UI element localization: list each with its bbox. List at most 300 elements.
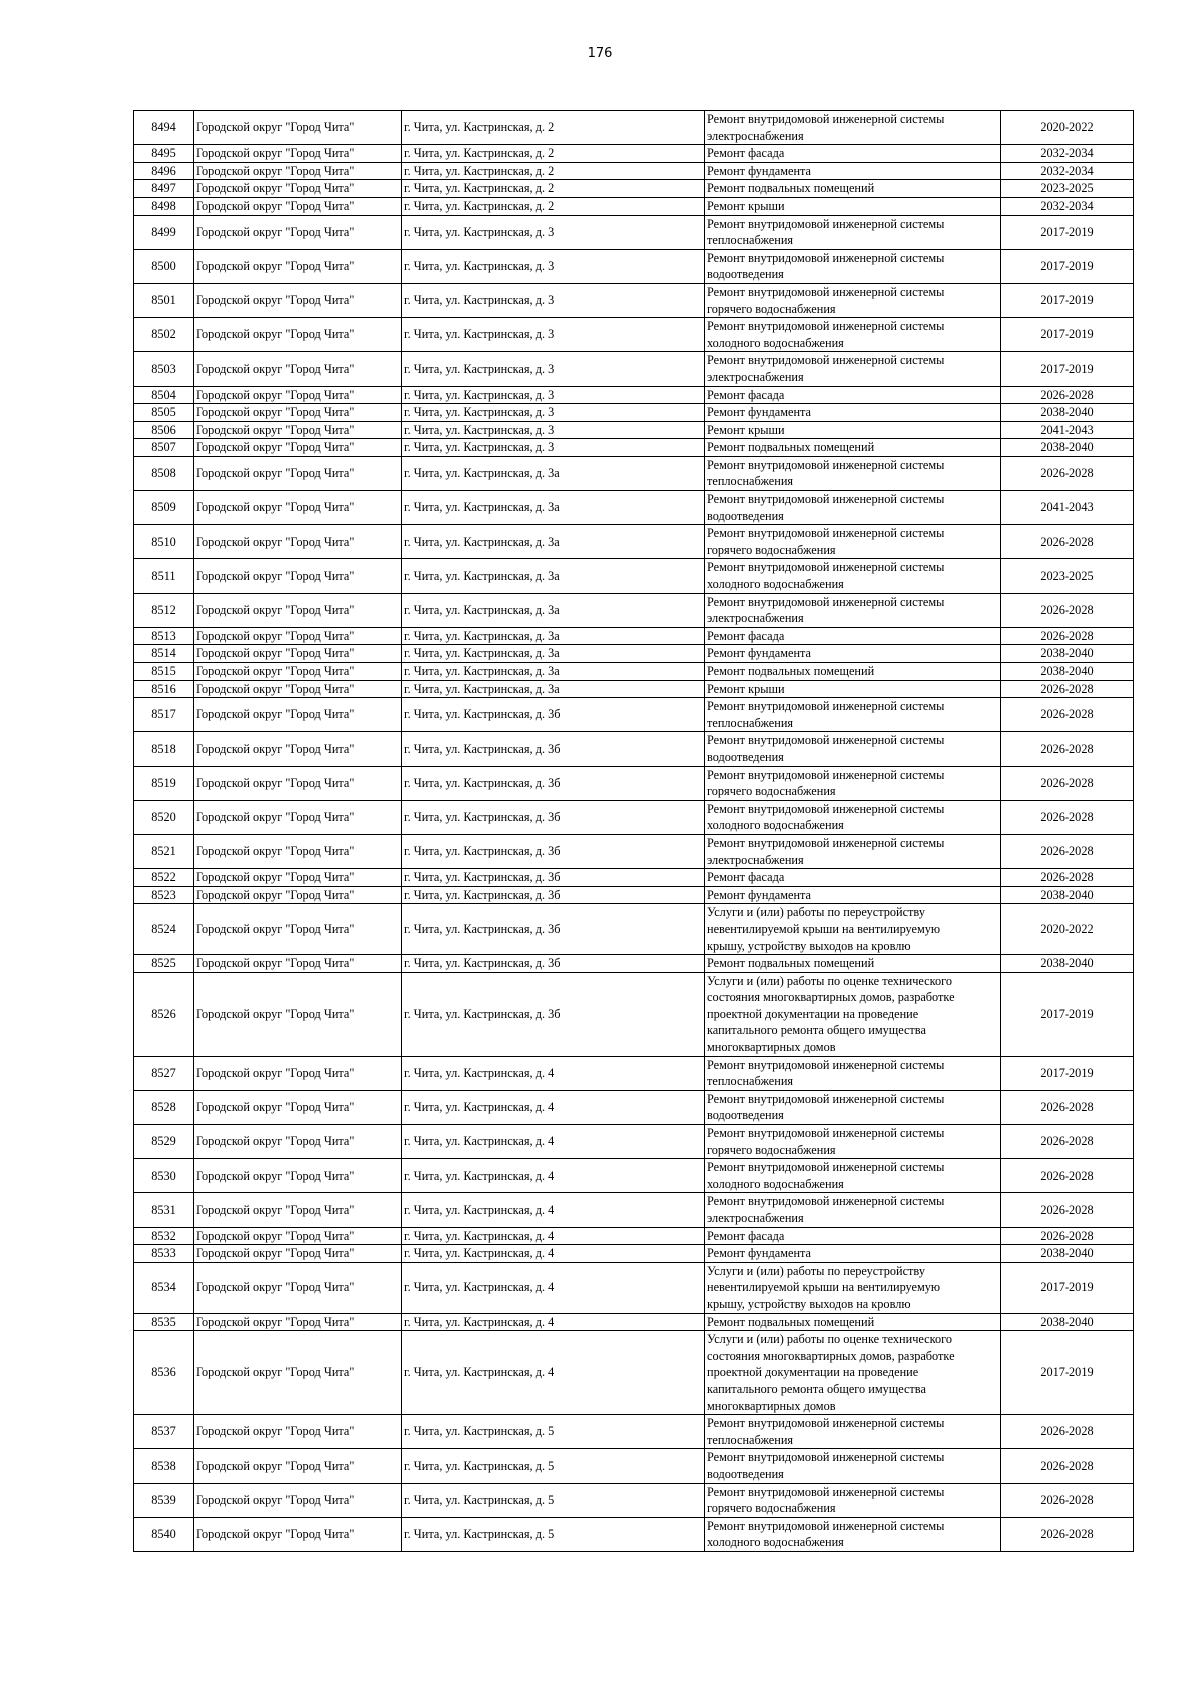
address-cell: г. Чита, ул. Кастринская, д. 3 xyxy=(402,318,705,352)
municipality-cell: Городской округ "Город Чита" xyxy=(194,886,402,904)
period-cell: 2023-2025 xyxy=(1001,180,1134,198)
work-type-cell xyxy=(705,593,1001,627)
municipality-cell: Городской округ "Город Чита" xyxy=(194,162,402,180)
row-number-cell: 8512 xyxy=(134,593,194,627)
row-number-cell: 8527 xyxy=(134,1056,194,1090)
work-type-cell xyxy=(705,197,1001,215)
table-row xyxy=(134,318,1134,352)
work-type-cell xyxy=(705,645,1001,663)
municipality-cell: Городской округ "Город Чита" xyxy=(194,732,402,766)
work-type-cell xyxy=(705,352,1001,386)
row-number-cell: 8537 xyxy=(134,1415,194,1449)
table-row xyxy=(134,732,1134,766)
work-type-cell xyxy=(705,180,1001,198)
work-type-line: состояния многоквартирных домов, разработке xyxy=(707,990,955,1005)
row-number-cell: 8505 xyxy=(134,404,194,422)
period-cell: 2017-2019 xyxy=(1001,318,1134,352)
work-type-cell xyxy=(705,559,1001,593)
address-cell: г. Чита, ул. Кастринская, д. 4 xyxy=(402,1090,705,1124)
address-cell: г. Чита, ул. Кастринская, д. 3б xyxy=(402,800,705,834)
work-type-line: Ремонт крыши xyxy=(707,422,785,437)
address-cell: г. Чита, ул. Кастринская, д. 5 xyxy=(402,1483,705,1517)
table-row xyxy=(134,249,1134,283)
period-cell: 2017-2019 xyxy=(1001,283,1134,317)
work-type-line: Ремонт внутридомовой инженерной системы xyxy=(707,250,945,265)
work-type-line: теплоснабжения xyxy=(707,1074,794,1089)
row-number-cell: 8504 xyxy=(134,386,194,404)
table-row xyxy=(134,1313,1134,1331)
period-cell: 2026-2028 xyxy=(1001,456,1134,490)
address-cell: г. Чита, ул. Кастринская, д. 3б xyxy=(402,698,705,732)
municipality-cell: Городской округ "Город Чита" xyxy=(194,698,402,732)
address-cell: г. Чита, ул. Кастринская, д. 3а xyxy=(402,593,705,627)
work-type-cell xyxy=(705,1331,1001,1415)
address-cell: г. Чита, ул. Кастринская, д. 4 xyxy=(402,1056,705,1090)
repair-schedule-table xyxy=(133,110,1134,1552)
work-type-line: Ремонт фасада xyxy=(707,387,785,402)
table-body xyxy=(134,111,1134,1552)
address-cell: г. Чита, ул. Кастринская, д. 3а xyxy=(402,559,705,593)
work-type-line: крышу, устройству выходов на кровлю xyxy=(707,938,911,953)
work-type-cell xyxy=(705,1313,1001,1331)
row-number-cell: 8498 xyxy=(134,197,194,215)
work-type-line: теплоснабжения xyxy=(707,715,794,730)
table-row xyxy=(134,800,1134,834)
work-type-cell xyxy=(705,800,1001,834)
work-type-cell xyxy=(705,1227,1001,1245)
address-cell: г. Чита, ул. Кастринская, д. 3 xyxy=(402,215,705,249)
work-type-cell xyxy=(705,1193,1001,1227)
row-number-cell: 8518 xyxy=(134,732,194,766)
row-number-cell: 8524 xyxy=(134,904,194,955)
municipality-cell: Городской округ "Город Чита" xyxy=(194,215,402,249)
work-type-cell xyxy=(705,1415,1001,1449)
address-cell: г. Чита, ул. Кастринская, д. 3б xyxy=(402,834,705,868)
work-type-line: проектной документации на проведение xyxy=(707,1006,919,1021)
work-type-cell xyxy=(705,1245,1001,1263)
work-type-line: Ремонт внутридомовой инженерной системы xyxy=(707,1416,945,1431)
work-type-cell xyxy=(705,318,1001,352)
work-type-cell xyxy=(705,1125,1001,1159)
period-cell: 2026-2028 xyxy=(1001,869,1134,887)
work-type-line: Ремонт внутридомовой инженерной системы xyxy=(707,457,945,472)
work-type-line: Ремонт внутридомовой инженерной системы xyxy=(707,1126,945,1141)
period-cell: 2038-2040 xyxy=(1001,955,1134,973)
work-type-line: Ремонт внутридомовой инженерной системы xyxy=(707,1194,945,1209)
work-type-cell xyxy=(705,162,1001,180)
row-number-cell: 8522 xyxy=(134,869,194,887)
table-row xyxy=(134,593,1134,627)
work-type-line: Ремонт фасада xyxy=(707,870,785,885)
work-type-line: Ремонт внутридомовой инженерной системы xyxy=(707,699,945,714)
municipality-cell: Городской округ "Город Чита" xyxy=(194,180,402,198)
period-cell: 2026-2028 xyxy=(1001,1483,1134,1517)
row-number-cell: 8497 xyxy=(134,180,194,198)
work-type-line: Ремонт внутридомовой инженерной системы xyxy=(707,319,945,334)
work-type-line: Ремонт подвальных помещений xyxy=(707,1314,875,1329)
municipality-cell: Городской округ "Город Чита" xyxy=(194,1245,402,1263)
work-type-line: Ремонт крыши xyxy=(707,681,785,696)
address-cell: г. Чита, ул. Кастринская, д. 3 xyxy=(402,283,705,317)
table-row xyxy=(134,404,1134,422)
row-number-cell: 8529 xyxy=(134,1125,194,1159)
work-type-line: невентилируемой крыши на вентилируемую xyxy=(707,1280,941,1295)
work-type-cell xyxy=(705,732,1001,766)
address-cell: г. Чита, ул. Кастринская, д. 3б xyxy=(402,886,705,904)
table-row xyxy=(134,1090,1134,1124)
work-type-cell xyxy=(705,972,1001,1056)
table-row xyxy=(134,663,1134,681)
work-type-cell xyxy=(705,869,1001,887)
work-type-cell xyxy=(705,1056,1001,1090)
work-type-line: проектной документации на проведение xyxy=(707,1365,919,1380)
period-cell: 2026-2028 xyxy=(1001,386,1134,404)
work-type-line: Услуги и (или) работы по переустройству xyxy=(707,1263,925,1278)
work-type-line: Ремонт фундамента xyxy=(707,163,812,178)
municipality-cell: Городской округ "Город Чита" xyxy=(194,421,402,439)
work-type-cell xyxy=(705,249,1001,283)
period-cell: 2026-2028 xyxy=(1001,1227,1134,1245)
table-row xyxy=(134,645,1134,663)
period-cell: 2017-2019 xyxy=(1001,972,1134,1056)
work-type-line: водоотведения xyxy=(707,1466,784,1481)
work-type-cell xyxy=(705,698,1001,732)
address-cell: г. Чита, ул. Кастринская, д. 5 xyxy=(402,1517,705,1551)
work-type-line: крышу, устройству выходов на кровлю xyxy=(707,1296,911,1311)
work-type-line: невентилируемой крыши на вентилируемую xyxy=(707,921,941,936)
row-number-cell: 8499 xyxy=(134,215,194,249)
row-number-cell: 8519 xyxy=(134,766,194,800)
period-cell: 2026-2028 xyxy=(1001,1517,1134,1551)
row-number-cell: 8514 xyxy=(134,645,194,663)
work-type-line: Ремонт фундамента xyxy=(707,887,812,902)
row-number-cell: 8538 xyxy=(134,1449,194,1483)
row-number-cell: 8521 xyxy=(134,834,194,868)
period-cell: 2026-2028 xyxy=(1001,1449,1134,1483)
period-cell: 2026-2028 xyxy=(1001,1159,1134,1193)
work-type-cell xyxy=(705,421,1001,439)
work-type-line: водоотведения xyxy=(707,1108,784,1123)
period-cell: 2026-2028 xyxy=(1001,627,1134,645)
period-cell: 2038-2040 xyxy=(1001,1313,1134,1331)
municipality-cell: Городской округ "Город Чита" xyxy=(194,1193,402,1227)
municipality-cell: Городской округ "Город Чита" xyxy=(194,680,402,698)
row-number-cell: 8508 xyxy=(134,456,194,490)
table-row xyxy=(134,680,1134,698)
address-cell: г. Чита, ул. Кастринская, д. 3б xyxy=(402,766,705,800)
work-type-line: Ремонт подвальных помещений xyxy=(707,956,875,971)
row-number-cell: 8532 xyxy=(134,1227,194,1245)
address-cell: г. Чита, ул. Кастринская, д. 2 xyxy=(402,111,705,145)
municipality-cell: Городской округ "Город Чита" xyxy=(194,197,402,215)
municipality-cell: Городской округ "Город Чита" xyxy=(194,1227,402,1245)
municipality-cell: Городской округ "Город Чита" xyxy=(194,386,402,404)
work-type-line: капитального ремонта общего имущества xyxy=(707,1381,926,1396)
municipality-cell: Городской округ "Город Чита" xyxy=(194,1090,402,1124)
address-cell: г. Чита, ул. Кастринская, д. 4 xyxy=(402,1125,705,1159)
table-row xyxy=(134,1449,1134,1483)
work-type-line: горячего водоснабжения xyxy=(707,784,836,799)
work-type-cell xyxy=(705,283,1001,317)
row-number-cell: 8535 xyxy=(134,1313,194,1331)
period-cell: 2038-2040 xyxy=(1001,886,1134,904)
table-row xyxy=(134,1483,1134,1517)
municipality-cell: Городской округ "Город Чита" xyxy=(194,645,402,663)
work-type-cell xyxy=(705,904,1001,955)
row-number-cell: 8506 xyxy=(134,421,194,439)
work-type-line: теплоснабжения xyxy=(707,474,794,489)
row-number-cell: 8495 xyxy=(134,145,194,163)
work-type-line: Ремонт внутридомовой инженерной системы xyxy=(707,1484,945,1499)
row-number-cell: 8520 xyxy=(134,800,194,834)
table-row xyxy=(134,1331,1134,1415)
table-row xyxy=(134,180,1134,198)
work-type-line: холодного водоснабжения xyxy=(707,1535,844,1550)
address-cell: г. Чита, ул. Кастринская, д. 3а xyxy=(402,456,705,490)
table-row xyxy=(134,627,1134,645)
table-row xyxy=(134,1125,1134,1159)
table-row xyxy=(134,1415,1134,1449)
address-cell: г. Чита, ул. Кастринская, д. 4 xyxy=(402,1227,705,1245)
period-cell: 2026-2028 xyxy=(1001,732,1134,766)
municipality-cell: Городской округ "Город Чита" xyxy=(194,404,402,422)
work-type-line: Ремонт внутридомовой инженерной системы xyxy=(707,801,945,816)
municipality-cell: Городской округ "Город Чита" xyxy=(194,559,402,593)
row-number-cell: 8509 xyxy=(134,491,194,525)
work-type-line: Ремонт фундамента xyxy=(707,405,812,420)
work-type-line: многоквартирных домов xyxy=(707,1040,836,1055)
work-type-line: электроснабжения xyxy=(707,852,804,867)
address-cell: г. Чита, ул. Кастринская, д. 4 xyxy=(402,1313,705,1331)
row-number-cell: 8501 xyxy=(134,283,194,317)
municipality-cell: Городской округ "Город Чита" xyxy=(194,593,402,627)
work-type-line: Ремонт внутридомовой инженерной системы xyxy=(707,767,945,782)
municipality-cell: Городской округ "Город Чита" xyxy=(194,1125,402,1159)
address-cell: г. Чита, ул. Кастринская, д. 2 xyxy=(402,162,705,180)
row-number-cell: 8515 xyxy=(134,663,194,681)
address-cell: г. Чита, ул. Кастринская, д. 4 xyxy=(402,1262,705,1313)
row-number-cell: 8516 xyxy=(134,680,194,698)
row-number-cell: 8528 xyxy=(134,1090,194,1124)
row-number-cell: 8510 xyxy=(134,525,194,559)
municipality-cell: Городской округ "Город Чита" xyxy=(194,111,402,145)
work-type-line: электроснабжения xyxy=(707,369,804,384)
municipality-cell: Городской округ "Город Чита" xyxy=(194,1056,402,1090)
row-number-cell: 8536 xyxy=(134,1331,194,1415)
work-type-line: Услуги и (или) работы по оценке технического xyxy=(707,1332,952,1347)
row-number-cell: 8496 xyxy=(134,162,194,180)
address-cell: г. Чита, ул. Кастринская, д. 3б xyxy=(402,732,705,766)
period-cell: 2026-2028 xyxy=(1001,593,1134,627)
work-type-cell xyxy=(705,680,1001,698)
row-number-cell: 8502 xyxy=(134,318,194,352)
work-type-line: холодного водоснабжения xyxy=(707,1176,844,1191)
work-type-cell xyxy=(705,1262,1001,1313)
work-type-line: Ремонт внутридомовой инженерной системы xyxy=(707,1091,945,1106)
work-type-line: многоквартирных домов xyxy=(707,1398,836,1413)
table-row xyxy=(134,491,1134,525)
work-type-line: Ремонт внутридомовой инженерной системы xyxy=(707,733,945,748)
address-cell: г. Чита, ул. Кастринская, д. 3б xyxy=(402,869,705,887)
municipality-cell: Городской округ "Город Чита" xyxy=(194,283,402,317)
work-type-line: Ремонт внутридомовой инженерной системы xyxy=(707,492,945,507)
address-cell: г. Чита, ул. Кастринская, д. 3б xyxy=(402,972,705,1056)
work-type-cell xyxy=(705,1090,1001,1124)
municipality-cell: Городской округ "Город Чита" xyxy=(194,1483,402,1517)
work-type-line: Ремонт внутридомовой инженерной системы xyxy=(707,284,945,299)
table-row xyxy=(134,1193,1134,1227)
address-cell: г. Чита, ул. Кастринская, д. 3 xyxy=(402,249,705,283)
work-type-line: состояния многоквартирных домов, разработке xyxy=(707,1348,955,1363)
row-number-cell: 8525 xyxy=(134,955,194,973)
table-row xyxy=(134,421,1134,439)
address-cell: г. Чита, ул. Кастринская, д. 4 xyxy=(402,1245,705,1263)
period-cell: 2017-2019 xyxy=(1001,215,1134,249)
period-cell: 2017-2019 xyxy=(1001,249,1134,283)
work-type-line: капитального ремонта общего имущества xyxy=(707,1023,926,1038)
municipality-cell: Городской округ "Город Чита" xyxy=(194,766,402,800)
row-number-cell: 8540 xyxy=(134,1517,194,1551)
municipality-cell: Городской округ "Город Чита" xyxy=(194,1313,402,1331)
work-type-line: водоотведения xyxy=(707,267,784,282)
address-cell: г. Чита, ул. Кастринская, д. 3а xyxy=(402,491,705,525)
work-type-line: Ремонт внутридомовой инженерной системы xyxy=(707,216,945,231)
period-cell: 2026-2028 xyxy=(1001,1090,1134,1124)
work-type-line: Ремонт внутридомовой инженерной системы xyxy=(707,353,945,368)
municipality-cell: Городской округ "Город Чита" xyxy=(194,525,402,559)
table-row xyxy=(134,456,1134,490)
municipality-cell: Городской округ "Город Чита" xyxy=(194,1449,402,1483)
work-type-line: горячего водоснабжения xyxy=(707,1142,836,1157)
municipality-cell: Городской округ "Город Чита" xyxy=(194,439,402,457)
address-cell: г. Чита, ул. Кастринская, д. 3а xyxy=(402,663,705,681)
municipality-cell: Городской округ "Город Чита" xyxy=(194,145,402,163)
table-row xyxy=(134,197,1134,215)
table-row xyxy=(134,869,1134,887)
work-type-line: Ремонт внутридомовой инженерной системы xyxy=(707,594,945,609)
period-cell: 2017-2019 xyxy=(1001,1331,1134,1415)
work-type-cell xyxy=(705,834,1001,868)
work-type-line: Ремонт внутридомовой инженерной системы xyxy=(707,1057,945,1072)
table-row xyxy=(134,559,1134,593)
row-number-cell: 8533 xyxy=(134,1245,194,1263)
table-row xyxy=(134,904,1134,955)
table-row xyxy=(134,886,1134,904)
table-row xyxy=(134,283,1134,317)
row-number-cell: 8530 xyxy=(134,1159,194,1193)
address-cell: г. Чита, ул. Кастринская, д. 3а xyxy=(402,645,705,663)
address-cell: г. Чита, ул. Кастринская, д. 3а xyxy=(402,525,705,559)
work-type-cell xyxy=(705,386,1001,404)
municipality-cell: Городской округ "Город Чита" xyxy=(194,352,402,386)
table-row xyxy=(134,215,1134,249)
table-row xyxy=(134,111,1134,145)
address-cell: г. Чита, ул. Кастринская, д. 5 xyxy=(402,1449,705,1483)
address-cell: г. Чита, ул. Кастринская, д. 2 xyxy=(402,197,705,215)
address-cell: г. Чита, ул. Кастринская, д. 4 xyxy=(402,1331,705,1415)
period-cell: 2038-2040 xyxy=(1001,1245,1134,1263)
table-row xyxy=(134,525,1134,559)
table-row xyxy=(134,1056,1134,1090)
address-cell: г. Чита, ул. Кастринская, д. 3а xyxy=(402,680,705,698)
work-type-cell xyxy=(705,1483,1001,1517)
period-cell: 2026-2028 xyxy=(1001,698,1134,732)
address-cell: г. Чита, ул. Кастринская, д. 5 xyxy=(402,1415,705,1449)
period-cell: 2020-2022 xyxy=(1001,904,1134,955)
row-number-cell: 8531 xyxy=(134,1193,194,1227)
work-type-cell xyxy=(705,663,1001,681)
municipality-cell: Городской округ "Город Чита" xyxy=(194,491,402,525)
table-row xyxy=(134,1227,1134,1245)
row-number-cell: 8500 xyxy=(134,249,194,283)
period-cell: 2041-2043 xyxy=(1001,421,1134,439)
work-type-line: горячего водоснабжения xyxy=(707,1501,836,1516)
work-type-line: Ремонт внутридомовой инженерной системы xyxy=(707,526,945,541)
period-cell: 2041-2043 xyxy=(1001,491,1134,525)
work-type-line: электроснабжения xyxy=(707,128,804,143)
municipality-cell: Городской округ "Город Чита" xyxy=(194,318,402,352)
address-cell: г. Чита, ул. Кастринская, д. 3б xyxy=(402,904,705,955)
work-type-cell xyxy=(705,886,1001,904)
period-cell: 2038-2040 xyxy=(1001,645,1134,663)
municipality-cell: Городской округ "Город Чита" xyxy=(194,663,402,681)
period-cell: 2020-2022 xyxy=(1001,111,1134,145)
period-cell: 2017-2019 xyxy=(1001,1056,1134,1090)
row-number-cell: 8539 xyxy=(134,1483,194,1517)
row-number-cell: 8534 xyxy=(134,1262,194,1313)
work-type-cell xyxy=(705,215,1001,249)
work-type-line: теплоснабжения xyxy=(707,1432,794,1447)
municipality-cell: Городской округ "Город Чита" xyxy=(194,834,402,868)
municipality-cell: Городской округ "Город Чита" xyxy=(194,869,402,887)
row-number-cell: 8513 xyxy=(134,627,194,645)
work-type-line: Ремонт фасада xyxy=(707,146,785,161)
work-type-cell xyxy=(705,766,1001,800)
work-type-cell xyxy=(705,1159,1001,1193)
page-number: 176 xyxy=(587,46,613,61)
work-type-line: Ремонт крыши xyxy=(707,198,785,213)
address-cell: г. Чита, ул. Кастринская, д. 3 xyxy=(402,421,705,439)
table-row xyxy=(134,834,1134,868)
row-number-cell: 8503 xyxy=(134,352,194,386)
work-type-line: холодного водоснабжения xyxy=(707,818,844,833)
table-row xyxy=(134,698,1134,732)
work-type-line: Ремонт фундамента xyxy=(707,646,812,661)
table-row xyxy=(134,972,1134,1056)
work-type-line: Услуги и (или) работы по переустройству xyxy=(707,905,925,920)
work-type-cell xyxy=(705,404,1001,422)
work-type-line: горячего водоснабжения xyxy=(707,301,836,316)
address-cell: г. Чита, ул. Кастринская, д. 3 xyxy=(402,404,705,422)
table-row xyxy=(134,386,1134,404)
table-row xyxy=(134,955,1134,973)
period-cell: 2026-2028 xyxy=(1001,680,1134,698)
period-cell: 2026-2028 xyxy=(1001,1415,1134,1449)
work-type-line: холодного водоснабжения xyxy=(707,335,844,350)
work-type-line: Ремонт подвальных помещений xyxy=(707,181,875,196)
work-type-cell xyxy=(705,145,1001,163)
municipality-cell: Городской округ "Город Чита" xyxy=(194,249,402,283)
work-type-line: Ремонт внутридомовой инженерной системы xyxy=(707,112,945,126)
municipality-cell: Городской округ "Город Чита" xyxy=(194,955,402,973)
table-row xyxy=(134,352,1134,386)
work-type-line: холодного водоснабжения xyxy=(707,577,844,592)
address-cell: г. Чита, ул. Кастринская, д. 2 xyxy=(402,145,705,163)
municipality-cell: Городской округ "Город Чита" xyxy=(194,1415,402,1449)
table-row xyxy=(134,1245,1134,1263)
period-cell: 2038-2040 xyxy=(1001,663,1134,681)
table-row xyxy=(134,1517,1134,1551)
